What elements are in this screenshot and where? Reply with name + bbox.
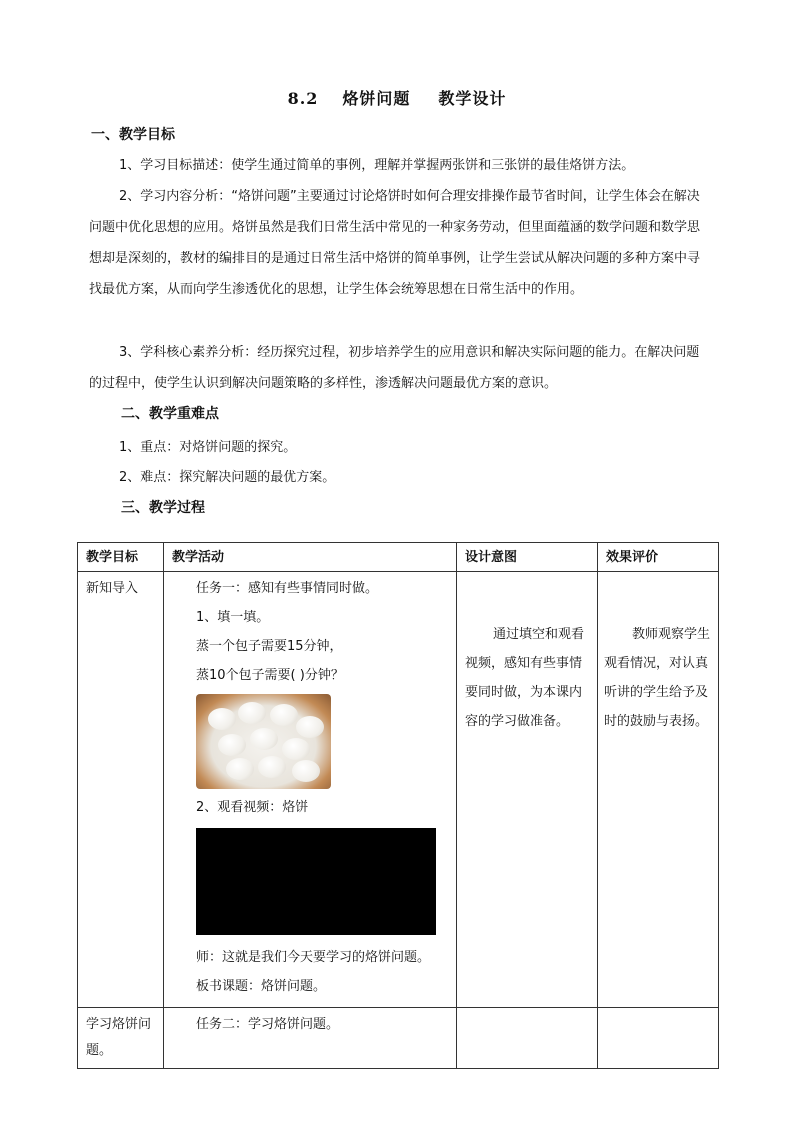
section-heading-1: 一、教学目标 <box>91 127 175 143</box>
keypoint-text-1: 1、重点：对烙饼问题的探究。 <box>119 440 297 455</box>
header-activity: 教学活动 <box>164 543 457 572</box>
row1-intent: 通过填空和观看视频，感知有些事情要同时做，为本课内容的学习做准备。 <box>457 572 598 1008</box>
table-header-row <box>78 543 719 572</box>
keypoint-item-2 <box>89 462 709 493</box>
objective-text-1: 1、学习目标描述：使学生通过简单的事例，理解并掌握两张饼和三张饼的最佳烙饼方法。 <box>119 158 635 173</box>
board-line: 板书课题：烙饼问题。 <box>196 979 327 994</box>
teaching-process-table <box>77 542 719 1069</box>
table-row <box>78 572 719 1008</box>
document-title <box>0 86 794 109</box>
row1-goal: 新知导入 <box>78 572 164 1008</box>
task1-line: 任务一：感知有些事情同时做。 <box>196 581 379 596</box>
objective-text-3: 3、学科核心素养分析：经历探究过程，初步培养学生的应用意识和解决实际问题的能力。在解决问题的过程中，使学生认识到解决问题策略的多样性，渗透解决问题最优方案的意识。 <box>89 345 700 391</box>
steamed-buns-image <box>196 694 331 789</box>
objective-item-2 <box>89 181 709 305</box>
title-type: 教学设计 <box>438 89 507 108</box>
objective-item-1 <box>89 150 709 181</box>
row2-goal: 学习烙饼问题。 <box>78 1008 164 1069</box>
section-heading-3: 三、教学过程 <box>121 500 205 516</box>
row2-activity: 任务二：学习烙饼问题。 <box>164 1008 457 1069</box>
header-intent: 设计意图 <box>457 543 598 572</box>
teacher-line: 师：这就是我们今天要学习的烙饼问题。 <box>196 950 431 965</box>
title-topic: 烙饼问题 <box>342 89 411 108</box>
video-label-line: 2、观看视频：烙饼 <box>196 800 309 815</box>
section-heading-2: 二、教学重难点 <box>121 406 219 422</box>
keypoint-item-1 <box>89 432 709 463</box>
row2-intent <box>457 1008 598 1069</box>
video-player[interactable] <box>196 828 436 935</box>
question-line-2: 蒸10个包子需要( )分钟？ <box>196 668 344 683</box>
question-line-1: 蒸一个包子需要15分钟， <box>196 639 343 654</box>
table-row <box>78 1008 719 1069</box>
fill-line: 1、填一填。 <box>196 610 270 625</box>
keypoint-text-2: 2、难点：探究解决问题的最优方案。 <box>119 470 336 485</box>
row1-eval: 教师观察学生观看情况，对认真听讲的学生给予及时的鼓励与表扬。 <box>598 572 719 1008</box>
row2-eval <box>598 1008 719 1069</box>
objective-item-3 <box>89 337 709 399</box>
row1-activity <box>164 572 457 1008</box>
title-number: 8.2 <box>287 89 319 108</box>
header-goal: 教学目标 <box>78 543 164 572</box>
header-eval: 效果评价 <box>598 543 719 572</box>
objective-text-2: 2、学习内容分析：“烙饼问题”主要通过讨论烙饼时如何合理安排操作最节省时间，让学生体会在解决问题中优化思想的应用。烙饼虽然是我们日常生活中常见的一种家务劳动，但里面蕴涵的数学问题和数学思想却是深刻的，教材的编排目的是通过日常生活中烙饼的简单事例，让学生尝试从解决问题的多种方案中寻找最优方案，从而向学生渗透优化的思想，让学生体会统筹思想在日常生活中的作用。 <box>89 189 701 297</box>
